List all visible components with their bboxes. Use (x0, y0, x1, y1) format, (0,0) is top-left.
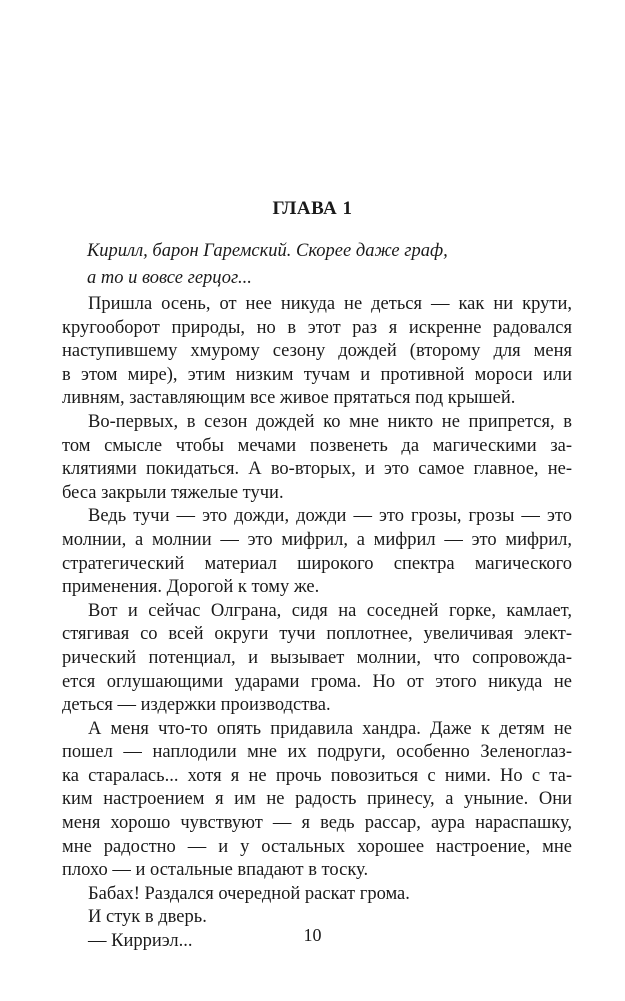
text-line: клятиями покидаться. А во-вторых, и это самое главное, не- (62, 459, 572, 480)
epigraph-line: Кирилл, барон Гаремский. Скорее даже граф, (87, 241, 448, 261)
text-line: том смысле чтобы мечами позвенеть да магическими за- (62, 435, 572, 456)
text-line: рический потенциал, и вызывает молнии, что сопровожда- (62, 647, 572, 668)
text-line: ливням, заставляющим все живое прятаться под крышей. (62, 388, 516, 409)
epigraph-line: а то и вовсе герцог... (87, 268, 252, 288)
text-line: стягивая со всей округи тучи поплотнее, увеличивая элект- (62, 624, 572, 645)
text-line: — Кирриэл... (88, 931, 193, 952)
epigraph (87, 238, 567, 292)
text-line: стратегический материал широкого спектра магического (62, 553, 572, 574)
text-line: Вот и сейчас Олграна, сидя на соседней горке, камлает, (88, 600, 572, 621)
text-line: Ведь тучи — это дожди, дожди — это грозы, грозы — это (88, 506, 572, 527)
text-line: кругооборот природы, но в этот раз я искренне радовался (62, 317, 572, 338)
body-text (62, 293, 572, 954)
page-number: 10 (303, 925, 322, 945)
chapter-title: ГЛАВА 1 (272, 198, 353, 219)
text-line: ется оглушающими ударами грома. Но от этого никуда не (62, 671, 572, 692)
text-line: ким настроением я им не радость принесу, а уныние. Они (62, 789, 572, 810)
text-line: молнии, а молнии — это мифрил, а мифрил — это мифрил, (62, 529, 572, 550)
text-line: Бабах! Раздался очередной раскат грома. (88, 883, 410, 904)
text-line: И стук в дверь. (88, 907, 207, 928)
text-line: Пришла осень, от нее никуда не деться — как ни крути, (88, 294, 572, 314)
text-line: в этом мире), этим низким тучам и противной мороси или (62, 364, 572, 385)
text-line: мне радостно — и у остальных хорошее настроение, мне (62, 836, 572, 857)
text-line: ка старалась... хотя я не прочь повозиться с ними. Но с та- (62, 765, 572, 786)
text-line: А меня что-то опять придавила хандра. Даже к детям не (88, 718, 572, 739)
text-line: плохо — и остальные впадают в тоску. (62, 860, 369, 881)
text-line: применения. Дорогой к тому же. (62, 577, 320, 598)
text-line: беса закрыли тяжелые тучи. (62, 482, 284, 503)
text-line: Во-первых, в сезон дождей ко мне никто не припрется, в (88, 411, 572, 432)
text-line: меня хорошо чувствуют — я ведь рассар, аура нараспашку, (62, 813, 572, 834)
text-line: деться — издержки производства. (62, 695, 331, 716)
text-line: пошел — наплодили мне их подруги, особенно Зеленоглаз- (62, 742, 572, 763)
text-line: наступившему хмурому сезону дождей (второму для меня (62, 341, 572, 362)
